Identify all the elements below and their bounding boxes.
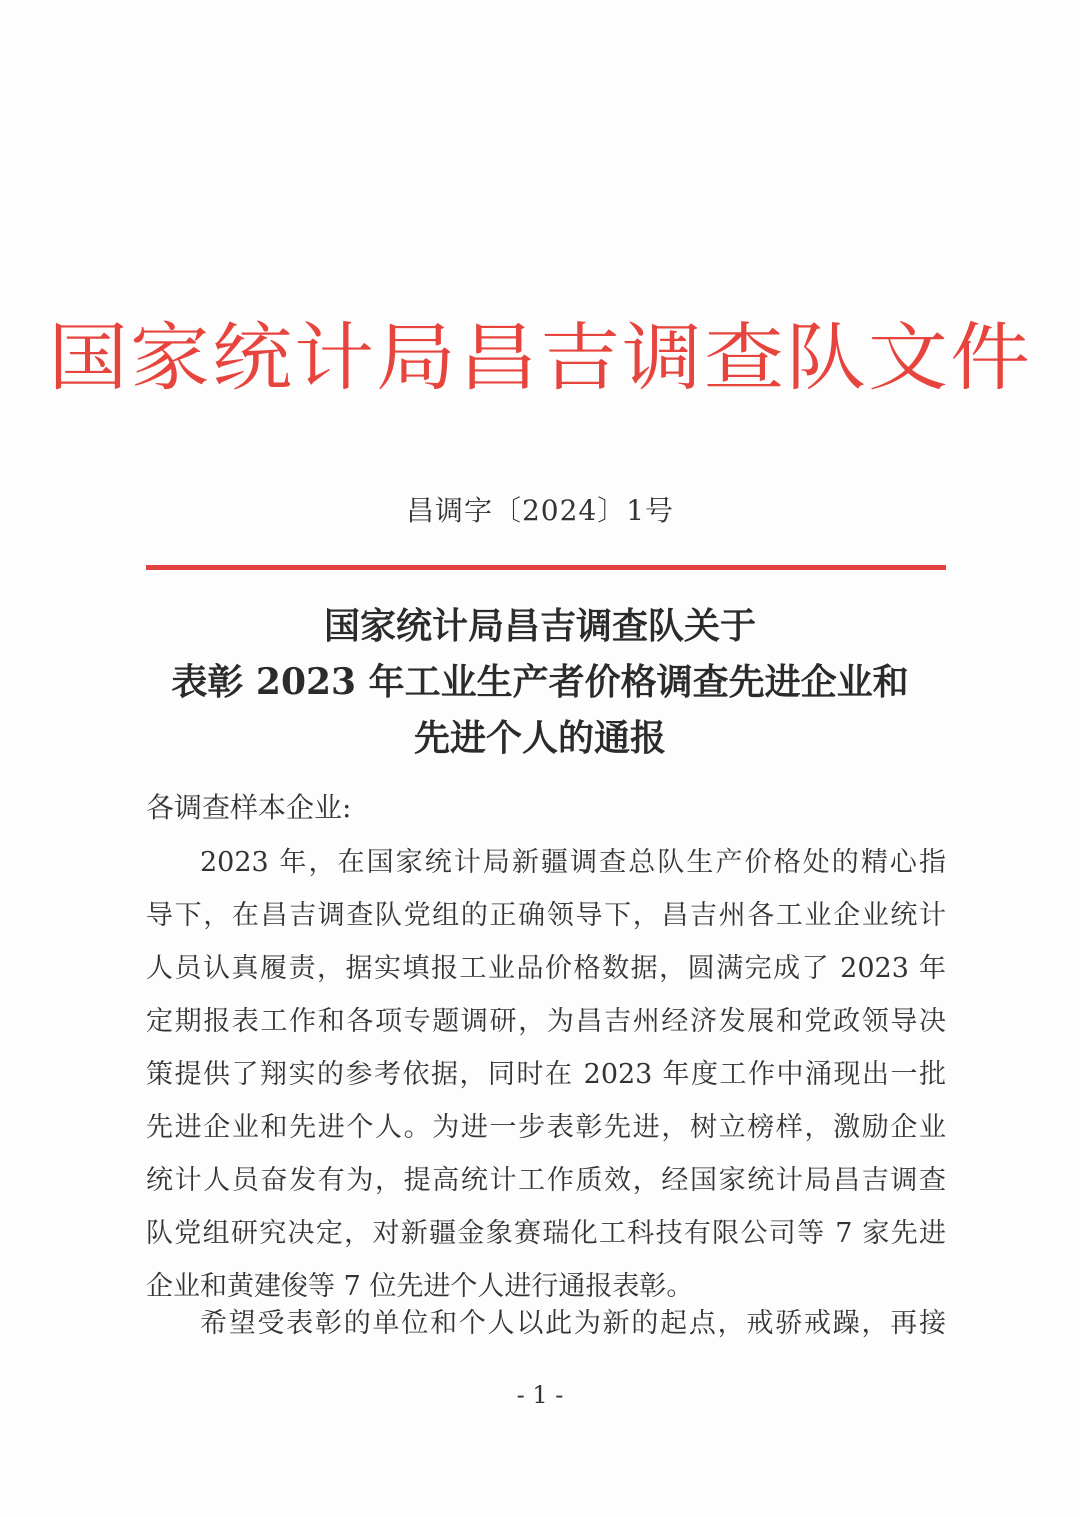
paragraph-line: 希望受表彰的单位和个人以此为新的起点，戒骄戒躁，再接 <box>200 1308 946 1339</box>
page-number: - 1 - <box>516 1381 564 1409</box>
body-paragraph-1 <box>146 836 946 1313</box>
issuer-header: 国家统计局昌吉调查队文件 <box>48 314 1032 401</box>
paragraph-line: 策提供了翔实的参考依据，同时在 2023 年度工作中涌现出一批 <box>146 1059 946 1090</box>
document-title <box>100 598 980 766</box>
paragraph-line: 企业和黄建俊等 7 位先进个人进行通报表彰。 <box>146 1271 694 1302</box>
paragraph-line: 先进企业和先进个人。为进一步表彰先进，树立榜样，激励企业 <box>146 1112 946 1143</box>
paragraph-line: 队党组研究决定，对新疆金象赛瑞化工科技有限公司等 7 家先进 <box>146 1218 946 1249</box>
red-divider-line <box>146 565 946 570</box>
body-paragraph-2 <box>146 1297 946 1350</box>
salutation: 各调查样本企业: <box>146 791 352 824</box>
document-number: 昌调字〔2024〕1号 <box>405 494 675 527</box>
paragraph-line: 定期报表工作和各项专题调研，为昌吉州经济发展和党政领导决 <box>146 1006 946 1037</box>
paragraph-line: 2023 年，在国家统计局新疆调查总队生产价格处的精心指 <box>200 847 946 878</box>
title-line-1: 国家统计局昌吉调查队关于 <box>323 605 756 647</box>
paragraph-line: 导下，在昌吉调查队党组的正确领导下，昌吉州各工业企业统计 <box>146 900 946 931</box>
paragraph-line: 人员认真履责，据实填报工业品价格数据，圆满完成了 2023 年 <box>146 953 946 984</box>
title-line-2: 表彰 2023 年工业生产者价格调查先进企业和 <box>171 661 909 703</box>
paragraph-line: 统计人员奋发有为，提高统计工作质效，经国家统计局昌吉调查 <box>146 1165 946 1196</box>
title-line-3: 先进个人的通报 <box>413 717 666 759</box>
